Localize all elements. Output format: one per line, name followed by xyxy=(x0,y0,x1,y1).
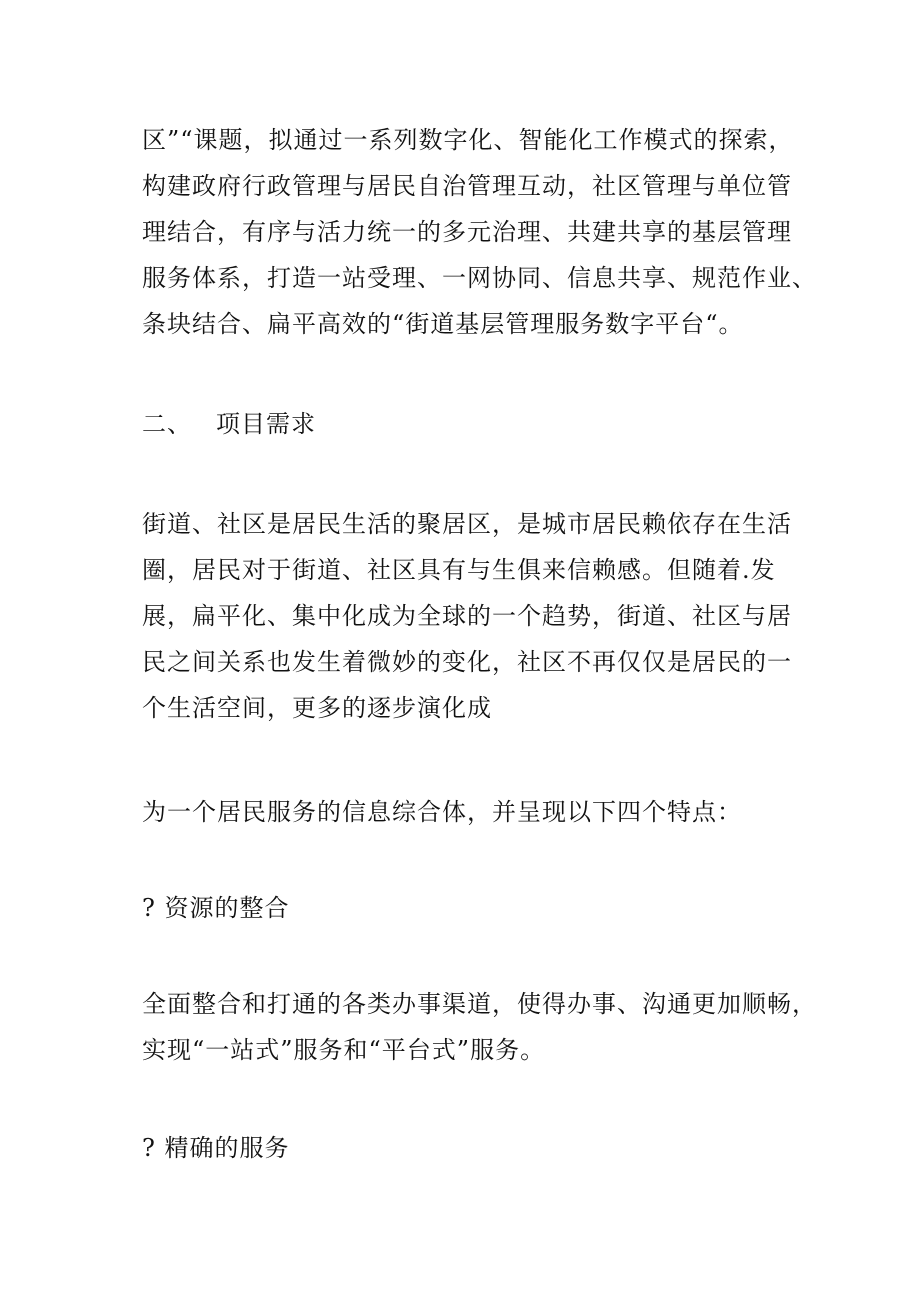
paragraph-line: 街道、社区是居民生活的聚居区，是城市居民赖依存在生活 xyxy=(142,510,792,538)
paragraph-line: 圈，居民对于街道、社区具有与生俱来信赖感。但随着.发 xyxy=(142,556,776,584)
paragraph-line: 条块结合、扁平高效的“街道基层管理服务数字平台“。 xyxy=(142,310,744,338)
section-title: 项目需求 xyxy=(216,410,316,438)
paragraph-line: 展，扁平化、集中化成为全球的一个趋势，街道、社区与居 xyxy=(142,602,792,630)
bullet-item: ? 精确的服务 xyxy=(142,1134,290,1162)
paragraph-line: 理结合，有序与活力统一的多元治理、共建共享的基层管理 xyxy=(142,218,792,246)
paragraph-line: 区”“课题，拟通过一系列数字化、智能化工作模式的探索， xyxy=(142,126,794,154)
paragraph-line: 民之间关系也发生着微妙的变化，社区不再仅仅是居民的一 xyxy=(142,648,792,676)
paragraph-line: 构建政府行政管理与居民自治管理互动，社区管理与单位管 xyxy=(142,172,792,200)
section-number: 二、 xyxy=(142,410,192,438)
paragraph-line: 全面整合和打通的各类办事渠道，使得办事、沟通更加顺畅， xyxy=(142,990,817,1018)
paragraph-line: 个生活空间，更多的逐步演化成 xyxy=(142,694,492,722)
paragraph-line: 实现“一站式”服务和“平台式”服务。 xyxy=(142,1036,546,1064)
bullet-item: ? 资源的整合 xyxy=(142,894,290,922)
section-heading xyxy=(142,408,316,440)
paragraph-line: 服务体系，打造一站受理、一网协同、信息共享、规范作业、 xyxy=(142,264,817,292)
paragraph-features-intro: 为一个居民服务的信息综合体，并呈现以下四个特点： xyxy=(142,798,742,826)
